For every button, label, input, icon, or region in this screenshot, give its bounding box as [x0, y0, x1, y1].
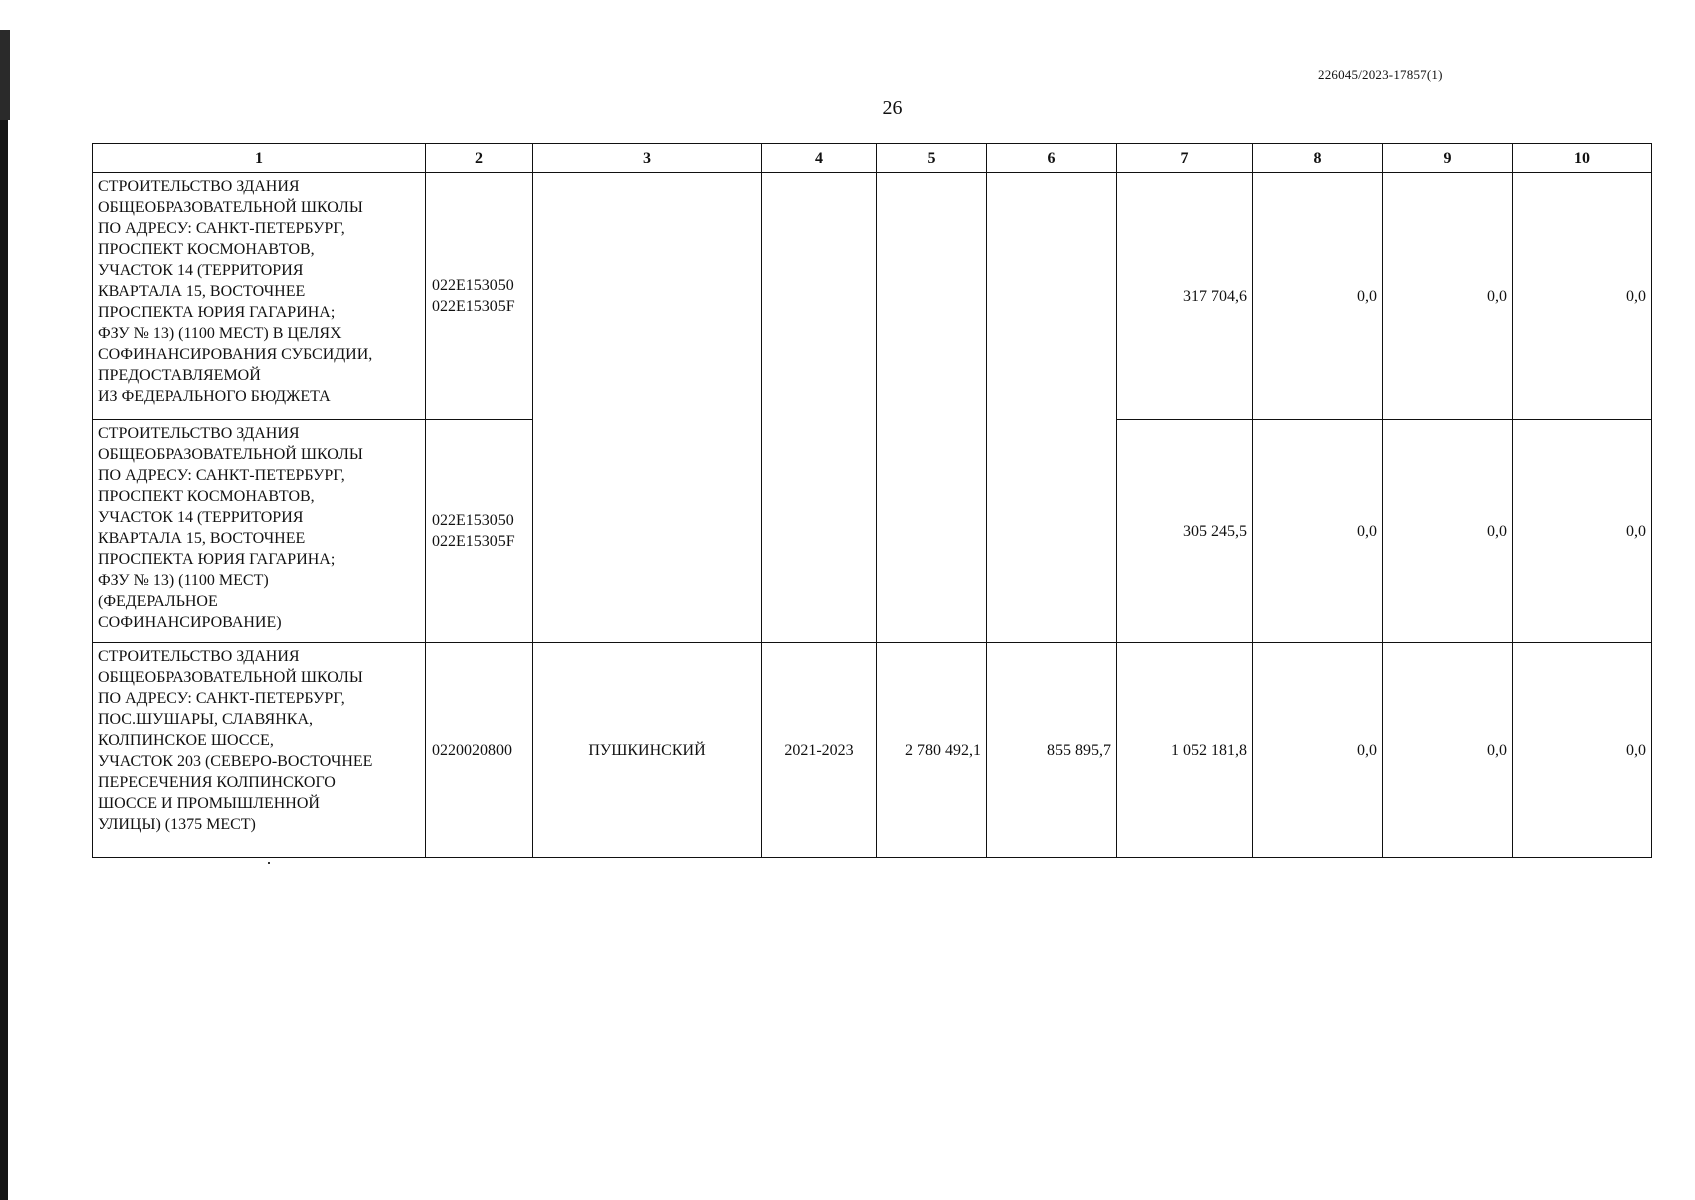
header-col-3: 3: [533, 144, 762, 173]
header-col-5: 5: [877, 144, 987, 173]
period-cell-empty: [762, 173, 877, 643]
name-line: ОБЩЕОБРАЗОВАТЕЛЬНОЙ ШКОЛЫ: [98, 199, 363, 216]
header-col-9: 9: [1383, 144, 1513, 173]
district-cell-empty: [533, 173, 762, 643]
document-id: 226045/2023-17857(1): [1318, 67, 1443, 82]
value-col-9: 0,0: [1383, 420, 1513, 643]
value-col-9: 0,0: [1383, 173, 1513, 420]
page-number: 26: [882, 97, 903, 119]
name-line: ПО АДРЕСУ: САНКТ-ПЕТЕРБУРГ,: [98, 220, 345, 237]
header-col-4: 4: [762, 144, 877, 173]
name-line: ПО АДРЕСУ: САНКТ-ПЕТЕРБУРГ,: [98, 467, 345, 484]
header-col-2: 2: [426, 144, 533, 173]
budget-code: 022E153050: [432, 512, 514, 529]
object-name-cell: [93, 173, 426, 420]
name-line: СТРОИТЕЛЬСТВО ЗДАНИЯ: [98, 178, 300, 195]
name-line: ПОС.ШУШАРЫ, СЛАВЯНКА,: [98, 711, 313, 728]
name-line: СТРОИТЕЛЬСТВО ЗДАНИЯ: [98, 648, 300, 665]
name-line: КВАРТАЛА 15, ВОСТОЧНЕЕ: [98, 530, 306, 547]
budget-code-cell: [426, 173, 533, 420]
name-line: ФЗУ № 13) (1100 МЕСТ) В ЦЕЛЯХ: [98, 325, 342, 342]
name-line: УЧАСТОК 14 (ТЕРРИТОРИЯ: [98, 509, 304, 526]
name-line: УЧАСТОК 14 (ТЕРРИТОРИЯ: [98, 262, 304, 279]
value-col-8: 0,0: [1253, 643, 1383, 858]
budget-code: 022E153050: [432, 277, 514, 294]
scan-speck: [268, 862, 270, 864]
name-line: СТРОИТЕЛЬСТВО ЗДАНИЯ: [98, 425, 300, 442]
header-col-1: 1: [93, 144, 426, 173]
budget-code-cell: [426, 420, 533, 643]
total-cost-cell: 2 780 492,1: [877, 643, 987, 858]
name-line: ОБЩЕОБРАЗОВАТЕЛЬНОЙ ШКОЛЫ: [98, 446, 363, 463]
budget-code: 022E15305F: [432, 533, 515, 550]
name-line: ФЗУ № 13) (1100 МЕСТ): [98, 572, 269, 589]
budget-code-cell: [426, 643, 533, 858]
name-line: СОФИНАНСИРОВАНИЯ СУБСИДИИ,: [98, 346, 373, 363]
value-col-7: 317 704,6: [1117, 173, 1253, 420]
header-col-8: 8: [1253, 144, 1383, 173]
budget-code: 022E15305F: [432, 298, 515, 315]
name-line: ОБЩЕОБРАЗОВАТЕЛЬНОЙ ШКОЛЫ: [98, 669, 363, 686]
value-col-9: 0,0: [1383, 643, 1513, 858]
value-col-7: 305 245,5: [1117, 420, 1253, 643]
name-line: КОЛПИНСКОЕ ШОССЕ,: [98, 732, 274, 749]
budget-code: 0220020800: [432, 741, 512, 759]
name-line: КВАРТАЛА 15, ВОСТОЧНЕЕ: [98, 283, 306, 300]
district-cell: ПУШКИНСКИЙ: [533, 643, 762, 858]
total-cost-cell-empty: [877, 173, 987, 643]
name-line: УЧАСТОК 203 (СЕВЕРО-ВОСТОЧНЕЕ: [98, 753, 373, 770]
name-line: ПРОСПЕКТА ЮРИЯ ГАГАРИНА;: [98, 551, 336, 568]
prior-funding-cell: 855 895,7: [987, 643, 1117, 858]
table-row: [93, 643, 1652, 858]
object-name-cell: [93, 643, 426, 858]
name-line: УЛИЦЫ) (1375 МЕСТ): [98, 816, 256, 833]
value-col-10: 0,0: [1513, 643, 1652, 858]
name-line: ИЗ ФЕДЕРАЛЬНОГО БЮДЖЕТА: [98, 388, 331, 405]
name-line: ПРОСПЕКТА ЮРИЯ ГАГАРИНА;: [98, 304, 336, 321]
name-line: ПРОСПЕКТ КОСМОНАВТОВ,: [98, 241, 315, 258]
header-col-10: 10: [1513, 144, 1652, 173]
value-col-10: 0,0: [1513, 173, 1652, 420]
value-col-10: 0,0: [1513, 420, 1652, 643]
header-row: [93, 144, 1652, 173]
value-col-8: 0,0: [1253, 173, 1383, 420]
name-line: (ФЕДЕРАЛЬНОЕ: [98, 593, 218, 610]
period-cell: 2021-2023: [762, 643, 877, 858]
name-line: ПРОСПЕКТ КОСМОНАВТОВ,: [98, 488, 315, 505]
name-line: ШОССЕ И ПРОМЫШЛЕННОЙ: [98, 795, 320, 812]
object-name-cell: [93, 420, 426, 643]
name-line: СОФИНАНСИРОВАНИЕ): [98, 614, 282, 631]
prior-funding-cell-empty: [987, 173, 1117, 643]
table-row: [93, 173, 1652, 420]
scan-edge-shadow: [0, 30, 8, 1200]
header-col-6: 6: [987, 144, 1117, 173]
budget-table: [92, 143, 1652, 858]
name-line: ПО АДРЕСУ: САНКТ-ПЕТЕРБУРГ,: [98, 690, 345, 707]
value-col-8: 0,0: [1253, 420, 1383, 643]
value-col-7: 1 052 181,8: [1117, 643, 1253, 858]
name-line: ПЕРЕСЕЧЕНИЯ КОЛПИНСКОГО: [98, 774, 336, 791]
name-line: ПРЕДОСТАВЛЯЕМОЙ: [98, 367, 261, 384]
header-col-7: 7: [1117, 144, 1253, 173]
